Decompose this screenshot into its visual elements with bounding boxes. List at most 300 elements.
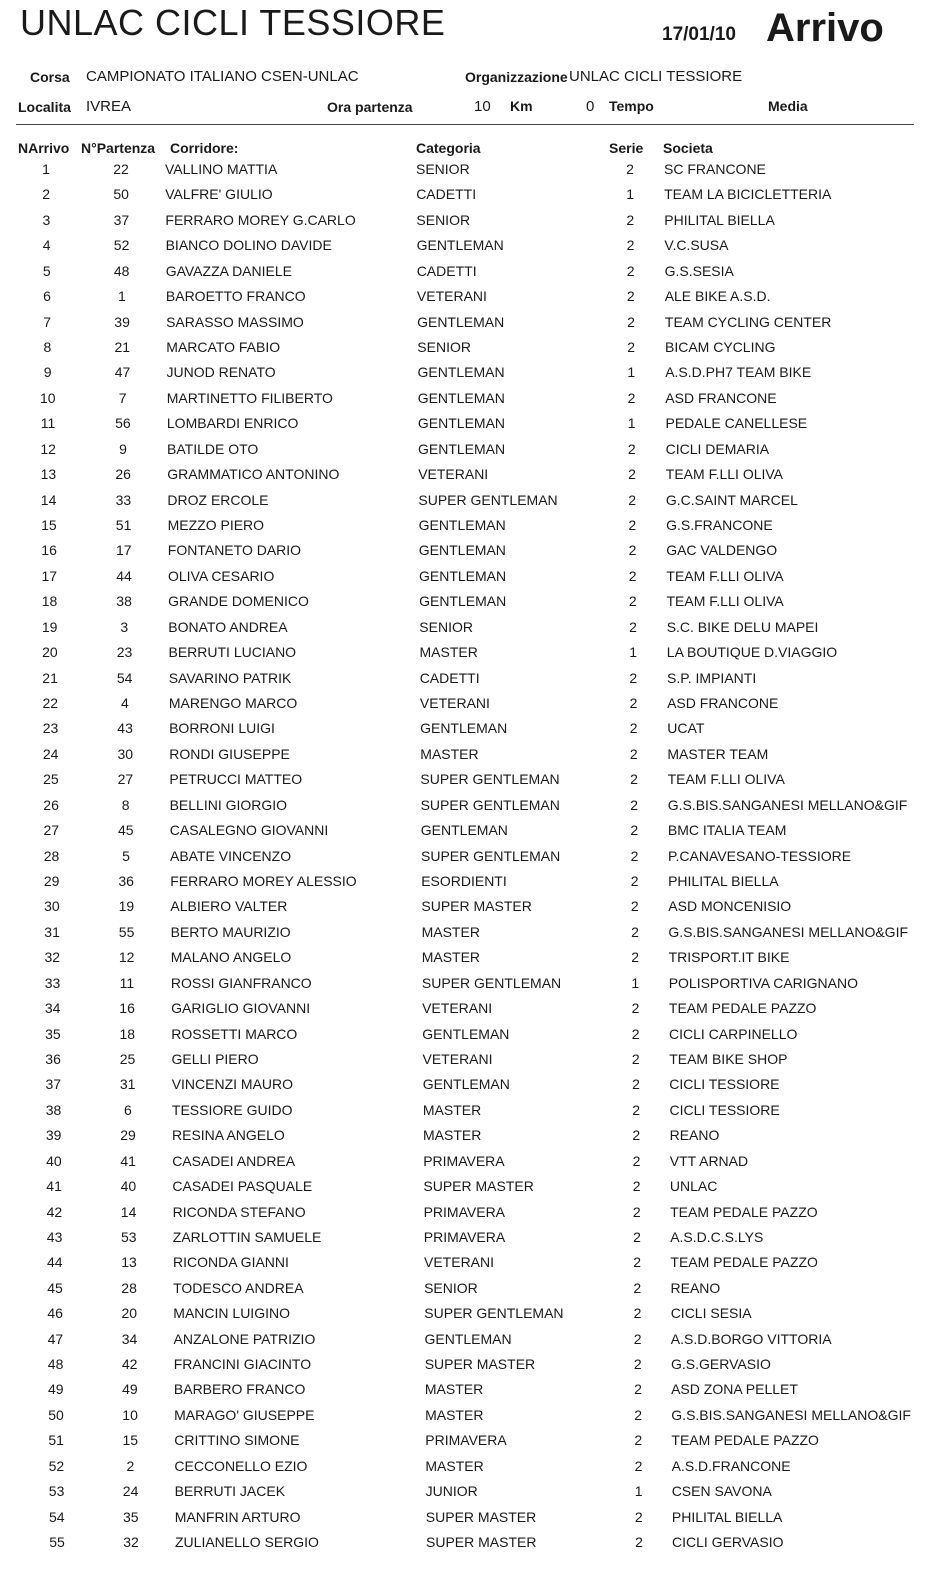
table-row [0,924,945,944]
table-row [0,1102,945,1122]
table-row [0,1483,945,1503]
cell-npartenza: 9 [119,440,127,457]
cell-serie: 2 [633,1356,642,1372]
cell-narrivo: 21 [42,669,58,686]
cell-corridore: BIANCO DOLINO DAVIDE [165,237,332,254]
column-header-categoria: Categoria [416,140,481,156]
cell-corridore: VALLINO MATTIA [165,161,278,177]
cell-npartenza: 15 [122,1432,139,1449]
cell-corridore: VINCENZI MAURO [171,1076,294,1093]
cell-corridore: ALBIERO VALTER [170,898,288,915]
cell-serie: 2 [626,237,635,254]
cell-categoria: SUPER MASTER [421,898,532,915]
cell-serie: 2 [633,1279,642,1296]
corsa-value: CAMPIONATO ITALIANO CSEN-UNLAC [86,68,359,85]
cell-corridore: BONATO ANDREA [168,618,288,635]
cell-corridore: BERRUTI JACEK [174,1483,286,1500]
cell-societa: PHILITAL BIELLA [671,1508,783,1525]
table-row [0,288,945,308]
cell-serie: 2 [634,1432,643,1449]
cell-serie: 2 [634,1381,642,1398]
cell-corridore: MANCIN LUIGINO [173,1305,290,1322]
cell-corridore: CASALEGNO GIOVANNI [169,822,329,839]
cell-societa: TEAM LA BICICLETTERIA [664,186,832,203]
cell-categoria: GENTLEMAN [417,389,505,406]
cell-serie: 2 [628,567,637,584]
cell-societa: TEAM F.LLI OLIVA [666,593,784,610]
cell-categoria: PRIMAVERA [423,1152,505,1169]
cell-societa: S.C. BIKE DELU MAPEI [666,618,819,635]
cell-serie: 1 [627,415,636,432]
cell-npartenza: 3 [120,618,129,635]
cell-narrivo: 17 [41,567,58,584]
cell-narrivo: 3 [42,211,51,228]
cell-categoria: SUPER MASTER [423,1178,534,1194]
cell-societa: PHILITAL BIELLA [668,872,779,889]
cell-npartenza: 34 [121,1330,138,1347]
cell-corridore: MALANO ANGELO [170,949,292,966]
cell-corridore: CECCONELLO EZIO [174,1457,308,1474]
cell-npartenza: 22 [113,161,129,177]
cell-societa: ASD ZONA PELLET [671,1381,798,1398]
cell-societa: CICLI TESSIORE [669,1101,780,1118]
cell-serie: 2 [627,313,635,330]
cell-societa: GAC VALDENGO [666,542,778,559]
cell-narrivo: 46 [47,1305,63,1322]
cell-npartenza: 48 [113,262,130,279]
cell-categoria: SUPER GENTLEMAN [420,796,560,813]
cell-categoria: SUPER GENTLEMAN [421,847,561,864]
table-row [0,161,945,181]
cell-npartenza: 20 [121,1305,138,1322]
table-row [0,1331,945,1351]
cell-serie: 2 [633,1330,642,1347]
cell-narrivo: 13 [40,466,57,483]
table-row [0,1254,945,1274]
table-row [0,975,945,995]
table-row [0,1127,945,1147]
cell-categoria: SUPER MASTER [425,1508,537,1525]
cell-narrivo: 42 [46,1203,63,1220]
cell-narrivo: 7 [43,313,52,330]
cell-narrivo: 53 [48,1483,65,1500]
cell-npartenza: 44 [116,567,132,584]
cell-serie: 2 [629,618,637,635]
cell-narrivo: 31 [44,923,60,940]
cell-societa: TEAM F.LLI OLIVA [665,466,784,483]
cell-categoria: CADETTI [416,262,477,279]
cell-narrivo: 9 [43,364,52,381]
cell-corridore: MARAGO' GIUSEPPE [174,1406,315,1423]
cell-serie: 2 [630,771,638,788]
cell-societa: A.S.D.FRANCONE [671,1457,791,1474]
table-row [0,670,945,690]
cell-serie: 2 [631,1000,640,1017]
cell-npartenza: 2 [126,1457,135,1474]
cell-narrivo: 44 [47,1254,63,1271]
cell-categoria: MASTER [421,923,480,940]
cell-serie: 2 [632,1127,641,1144]
cell-narrivo: 4 [42,237,51,254]
organizzazione-value: UNLAC CICLI TESSIORE [569,68,743,85]
cell-narrivo: 40 [46,1152,62,1169]
table-row [0,1051,945,1071]
cell-categoria: VETERANI [416,288,487,305]
km-value: 0 [586,98,595,115]
cell-narrivo: 38 [45,1101,62,1118]
cell-narrivo: 18 [41,593,58,610]
cell-npartenza: 38 [116,593,132,610]
cell-corridore: BORRONI LUIGI [169,720,275,737]
cell-serie: 1 [629,644,638,661]
cell-societa: V.C.SUSA [664,237,729,254]
cell-narrivo: 15 [41,517,57,533]
cell-societa: S.P. IMPIANTI [667,669,757,686]
cell-serie: 2 [629,745,638,762]
cell-npartenza: 17 [116,542,132,559]
cell-serie: 2 [630,796,639,813]
cell-narrivo: 51 [48,1432,64,1449]
table-row [0,314,945,334]
table-row [0,1178,945,1198]
cell-societa: VTT ARNAD [669,1152,749,1169]
cell-narrivo: 20 [42,644,58,661]
cell-npartenza: 5 [122,847,130,864]
cell-corridore: MEZZO PIERO [167,517,265,533]
cell-npartenza: 26 [115,466,131,483]
table-row [0,746,945,766]
cell-serie: 2 [632,1203,641,1220]
cell-corridore: TODESCO ANDREA [173,1279,304,1296]
cell-categoria: GENTLEMAN [418,542,506,559]
table-row [0,695,945,715]
cell-corridore: CASADEI ANDREA [172,1152,296,1169]
cell-categoria: GENTLEMAN [422,1076,510,1093]
table-row [0,1407,945,1427]
cell-societa: P.CANAVESANO-TESSIORE [668,847,852,864]
cell-categoria: GENTLEMAN [419,593,507,610]
table-row [0,1381,945,1401]
cell-societa: A.S.D.PH7 TEAM BIKE [665,364,812,381]
cell-categoria: GENTLEMAN [417,415,506,432]
cell-npartenza: 53 [121,1228,137,1245]
cell-corridore: FRANCINI GIACINTO [173,1356,312,1372]
cell-societa: ALE BIKE A.S.D. [664,288,771,305]
cell-npartenza: 49 [122,1381,138,1398]
cell-societa: CICLI DEMARIA [665,440,770,457]
cell-societa: G.S.BIS.SANGANESI MELLANO&GIF [671,1406,911,1423]
table-row [0,593,945,613]
cell-serie: 1 [634,1483,643,1500]
cell-narrivo: 6 [43,288,51,305]
table-row [0,797,945,817]
cell-npartenza: 45 [118,822,134,839]
cell-serie: 2 [632,1152,641,1169]
cell-categoria: CADETTI [419,669,480,686]
cell-categoria: GENTLEMAN [419,567,507,584]
cell-npartenza: 37 [113,211,130,228]
cell-categoria: SENIOR [416,211,471,228]
cell-categoria: SUPER GENTLEMAN [420,771,560,788]
cell-npartenza: 31 [119,1076,136,1093]
cell-categoria: ESORDIENTI [421,872,507,889]
table-row [0,1280,945,1300]
column-header-narrivo: NArrivo [18,140,70,156]
cell-categoria: SENIOR [417,339,471,355]
cell-societa: TEAM F.LLI OLIVA [667,771,785,788]
cell-societa: CSEN SAVONA [671,1483,772,1500]
cell-societa: ASD FRANCONE [665,389,777,406]
cell-categoria: GENTLEMAN [417,364,505,381]
cell-serie: 2 [632,1076,640,1093]
cell-corridore: OLIVA CESARIO [168,567,275,584]
cell-npartenza: 54 [116,669,133,686]
cell-npartenza: 25 [119,1050,136,1067]
cell-narrivo: 35 [45,1025,61,1042]
cell-serie: 2 [630,847,639,864]
cell-societa: A.S.D.BORGO VITTORIA [670,1330,832,1347]
cell-serie: 2 [626,161,634,177]
column-header-serie: Serie [609,140,644,156]
table-row [0,898,945,918]
cell-societa: ASD FRANCONE [667,694,779,711]
cell-narrivo: 23 [42,720,59,737]
cell-narrivo: 33 [44,974,61,991]
table-row [0,873,945,893]
cell-narrivo: 37 [45,1076,62,1093]
cell-corridore: LOMBARDI ENRICO [166,415,299,432]
cell-categoria: MASTER [421,949,481,966]
cell-corridore: MARCATO FABIO [166,339,281,355]
cell-narrivo: 16 [41,542,57,559]
table-row [0,237,945,257]
cell-categoria: VETERANI [419,694,490,711]
cell-narrivo: 24 [42,745,59,762]
cell-corridore: BERTO MAURIZIO [170,923,291,940]
cell-categoria: MASTER [420,745,479,762]
table-row [0,949,945,969]
cell-corridore: MARENGO MARCO [168,694,298,711]
cell-npartenza: 56 [115,415,131,432]
cell-corridore: RICONDA GIANNI [173,1254,289,1271]
cell-narrivo: 22 [42,694,59,711]
cell-corridore: TESSIORE GUIDO [171,1101,293,1118]
cell-serie: 2 [634,1508,643,1525]
cell-npartenza: 35 [123,1508,139,1525]
cell-npartenza: 47 [114,364,131,381]
table-row [0,1356,945,1376]
cell-societa: SC FRANCONE [664,161,766,177]
cell-societa: UCAT [667,720,705,737]
cell-serie: 2 [633,1254,642,1271]
cell-npartenza: 51 [115,517,132,533]
cell-narrivo: 36 [45,1050,61,1067]
cell-narrivo: 47 [47,1330,64,1347]
cell-npartenza: 41 [120,1152,136,1169]
cell-societa: TEAM F.LLI OLIVA [666,567,784,584]
cell-societa: CICLI CARPINELLO [669,1025,798,1042]
cell-narrivo: 27 [43,822,60,839]
cell-npartenza: 52 [113,237,130,254]
cell-categoria: GENTLEMAN [420,822,508,839]
cell-societa: BMC ITALIA TEAM [667,822,787,839]
cell-corridore: FERRARO MOREY G.CARLO [165,211,356,228]
cell-serie: 2 [632,1178,641,1194]
cell-narrivo: 54 [49,1508,65,1525]
table-row [0,1000,945,1020]
cell-categoria: GENTLEMAN [418,517,506,533]
cell-narrivo: 48 [47,1356,64,1372]
cell-serie: 2 [628,466,636,483]
cell-serie: 2 [630,872,639,889]
cell-corridore: BARBERO FRANCO [173,1381,306,1398]
cell-corridore: GELLI PIERO [171,1050,259,1067]
table-row [0,517,945,537]
cell-corridore: ROSSI GIANFRANCO [170,974,312,991]
cell-corridore: GRAMMATICO ANTONINO [167,466,340,483]
cell-societa: G.C.SAINT MARCEL [665,491,798,508]
cell-serie: 2 [635,1534,643,1550]
cell-corridore: ABATE VINCENZO [170,847,292,864]
cell-societa: TEAM PEDALE PAZZO [670,1203,818,1220]
media-label: Media [768,98,808,114]
cell-serie: 2 [628,542,637,559]
cell-npartenza: 18 [119,1025,136,1042]
cell-corridore: RICONDA STEFANO [172,1203,306,1220]
table-row [0,339,945,359]
corsa-label: Corsa [30,69,70,85]
cell-societa: G.S.SESIA [664,262,734,279]
cell-serie: 1 [626,186,635,203]
cell-societa: REANO [669,1127,720,1144]
cell-npartenza: 39 [114,313,130,330]
cell-corridore: GAVAZZA DANIELE [165,262,292,279]
cell-societa: CICLI TESSIORE [669,1076,780,1093]
table-row [0,415,945,435]
cell-corridore: SAVARINO PATRIK [168,669,292,686]
cell-categoria: SUPER MASTER [426,1534,537,1550]
cell-serie: 2 [627,339,636,355]
cell-corridore: MARTINETTO FILIBERTO [166,389,333,406]
cell-categoria: PRIMAVERA [423,1203,506,1220]
table-row [0,1229,945,1249]
cell-npartenza: 12 [118,949,135,966]
cell-serie: 2 [633,1305,642,1322]
table-row [0,1153,945,1173]
document-subtitle: Arrivo [766,6,884,50]
cell-npartenza: 30 [117,745,134,762]
cell-societa: G.S.FRANCONE [666,517,773,533]
cell-npartenza: 33 [115,491,132,508]
cell-corridore: JUNOD RENATO [166,364,276,381]
cell-categoria: SUPER GENTLEMAN [418,491,558,508]
cell-narrivo: 43 [46,1228,63,1245]
cell-narrivo: 1 [42,161,50,177]
cell-narrivo: 5 [42,262,51,279]
cell-npartenza: 42 [121,1356,138,1372]
cell-narrivo: 45 [47,1279,63,1296]
cell-serie: 2 [626,211,635,228]
cell-corridore: ROSSETTI MARCO [171,1025,298,1042]
cell-corridore: BAROETTO FRANCO [165,288,306,305]
cell-categoria: MASTER [423,1127,482,1144]
cell-corridore: PETRUCCI MATTEO [169,771,303,788]
cell-narrivo: 12 [40,440,56,457]
cell-societa: TEAM CYCLING CENTER [664,313,832,330]
cell-societa: PEDALE CANELLESE [665,415,808,432]
cell-serie: 2 [634,1406,643,1423]
table-row [0,822,945,842]
cell-npartenza: 28 [121,1279,137,1296]
cell-categoria: VETERANI [422,1050,493,1067]
cell-corridore: BATILDE OTO [167,440,259,457]
cell-categoria: MASTER [425,1457,484,1474]
cell-npartenza: 55 [118,923,135,940]
table-row [0,644,945,664]
table-row [0,1432,945,1452]
cell-narrivo: 29 [43,872,60,889]
table-row [0,619,945,639]
cell-narrivo: 30 [44,898,60,915]
cell-corridore: FONTANETO DARIO [167,542,302,559]
cell-categoria: VETERANI [424,1254,495,1271]
cell-narrivo: 11 [40,415,56,432]
cell-narrivo: 14 [40,491,57,508]
cell-corridore: GARIGLIO GIOVANNI [171,1000,311,1017]
cell-categoria: GENTLEMAN [417,313,505,330]
cell-corridore: CASADEI PASQUALE [172,1178,313,1194]
cell-serie: 2 [627,389,636,406]
cell-societa: LA BOUTIQUE D.VIAGGIO [666,644,838,661]
cell-narrivo: 49 [48,1381,64,1398]
cell-serie: 2 [630,898,639,915]
cell-corridore: DROZ ERCOLE [167,491,269,508]
cell-societa: CICLI SESIA [670,1305,752,1322]
cell-npartenza: 11 [119,974,135,991]
cell-categoria: GENTLEMAN [420,720,508,737]
table-row [0,1026,945,1046]
cell-serie: 2 [628,517,637,533]
cell-societa: TEAM PEDALE PAZZO [670,1254,818,1271]
cell-societa: POLISPORTIVA CARIGNANO [668,974,858,991]
column-header-societa: Societa [663,140,713,156]
cell-corridore: FERRARO MOREY ALESSIO [170,872,357,889]
cell-societa: UNLAC [669,1178,718,1194]
cell-npartenza: 24 [122,1483,139,1500]
table-row [0,441,945,461]
table-row [0,1534,945,1554]
cell-serie: 2 [630,822,639,839]
cell-npartenza: 4 [120,694,129,711]
cell-npartenza: 10 [122,1406,138,1423]
ora-partenza-label: Ora partenza [327,99,413,115]
cell-narrivo: 19 [41,618,58,635]
cell-narrivo: 10 [40,389,56,406]
cell-npartenza: 50 [113,186,129,203]
cell-serie: 2 [628,593,637,610]
cell-categoria: SENIOR [424,1279,478,1296]
km-label: Km [510,98,533,114]
cell-npartenza: 8 [121,796,130,813]
cell-narrivo: 2 [42,186,51,203]
table-row [0,568,945,588]
table-row [0,1509,945,1529]
organizzazione-label: Organizzazione [465,69,568,85]
cell-categoria: GENTLEMAN [418,440,506,457]
cell-categoria: SUPER GENTLEMAN [421,974,562,991]
cell-serie: 2 [629,694,638,711]
cell-societa: G.S.GERVASIO [671,1356,771,1372]
